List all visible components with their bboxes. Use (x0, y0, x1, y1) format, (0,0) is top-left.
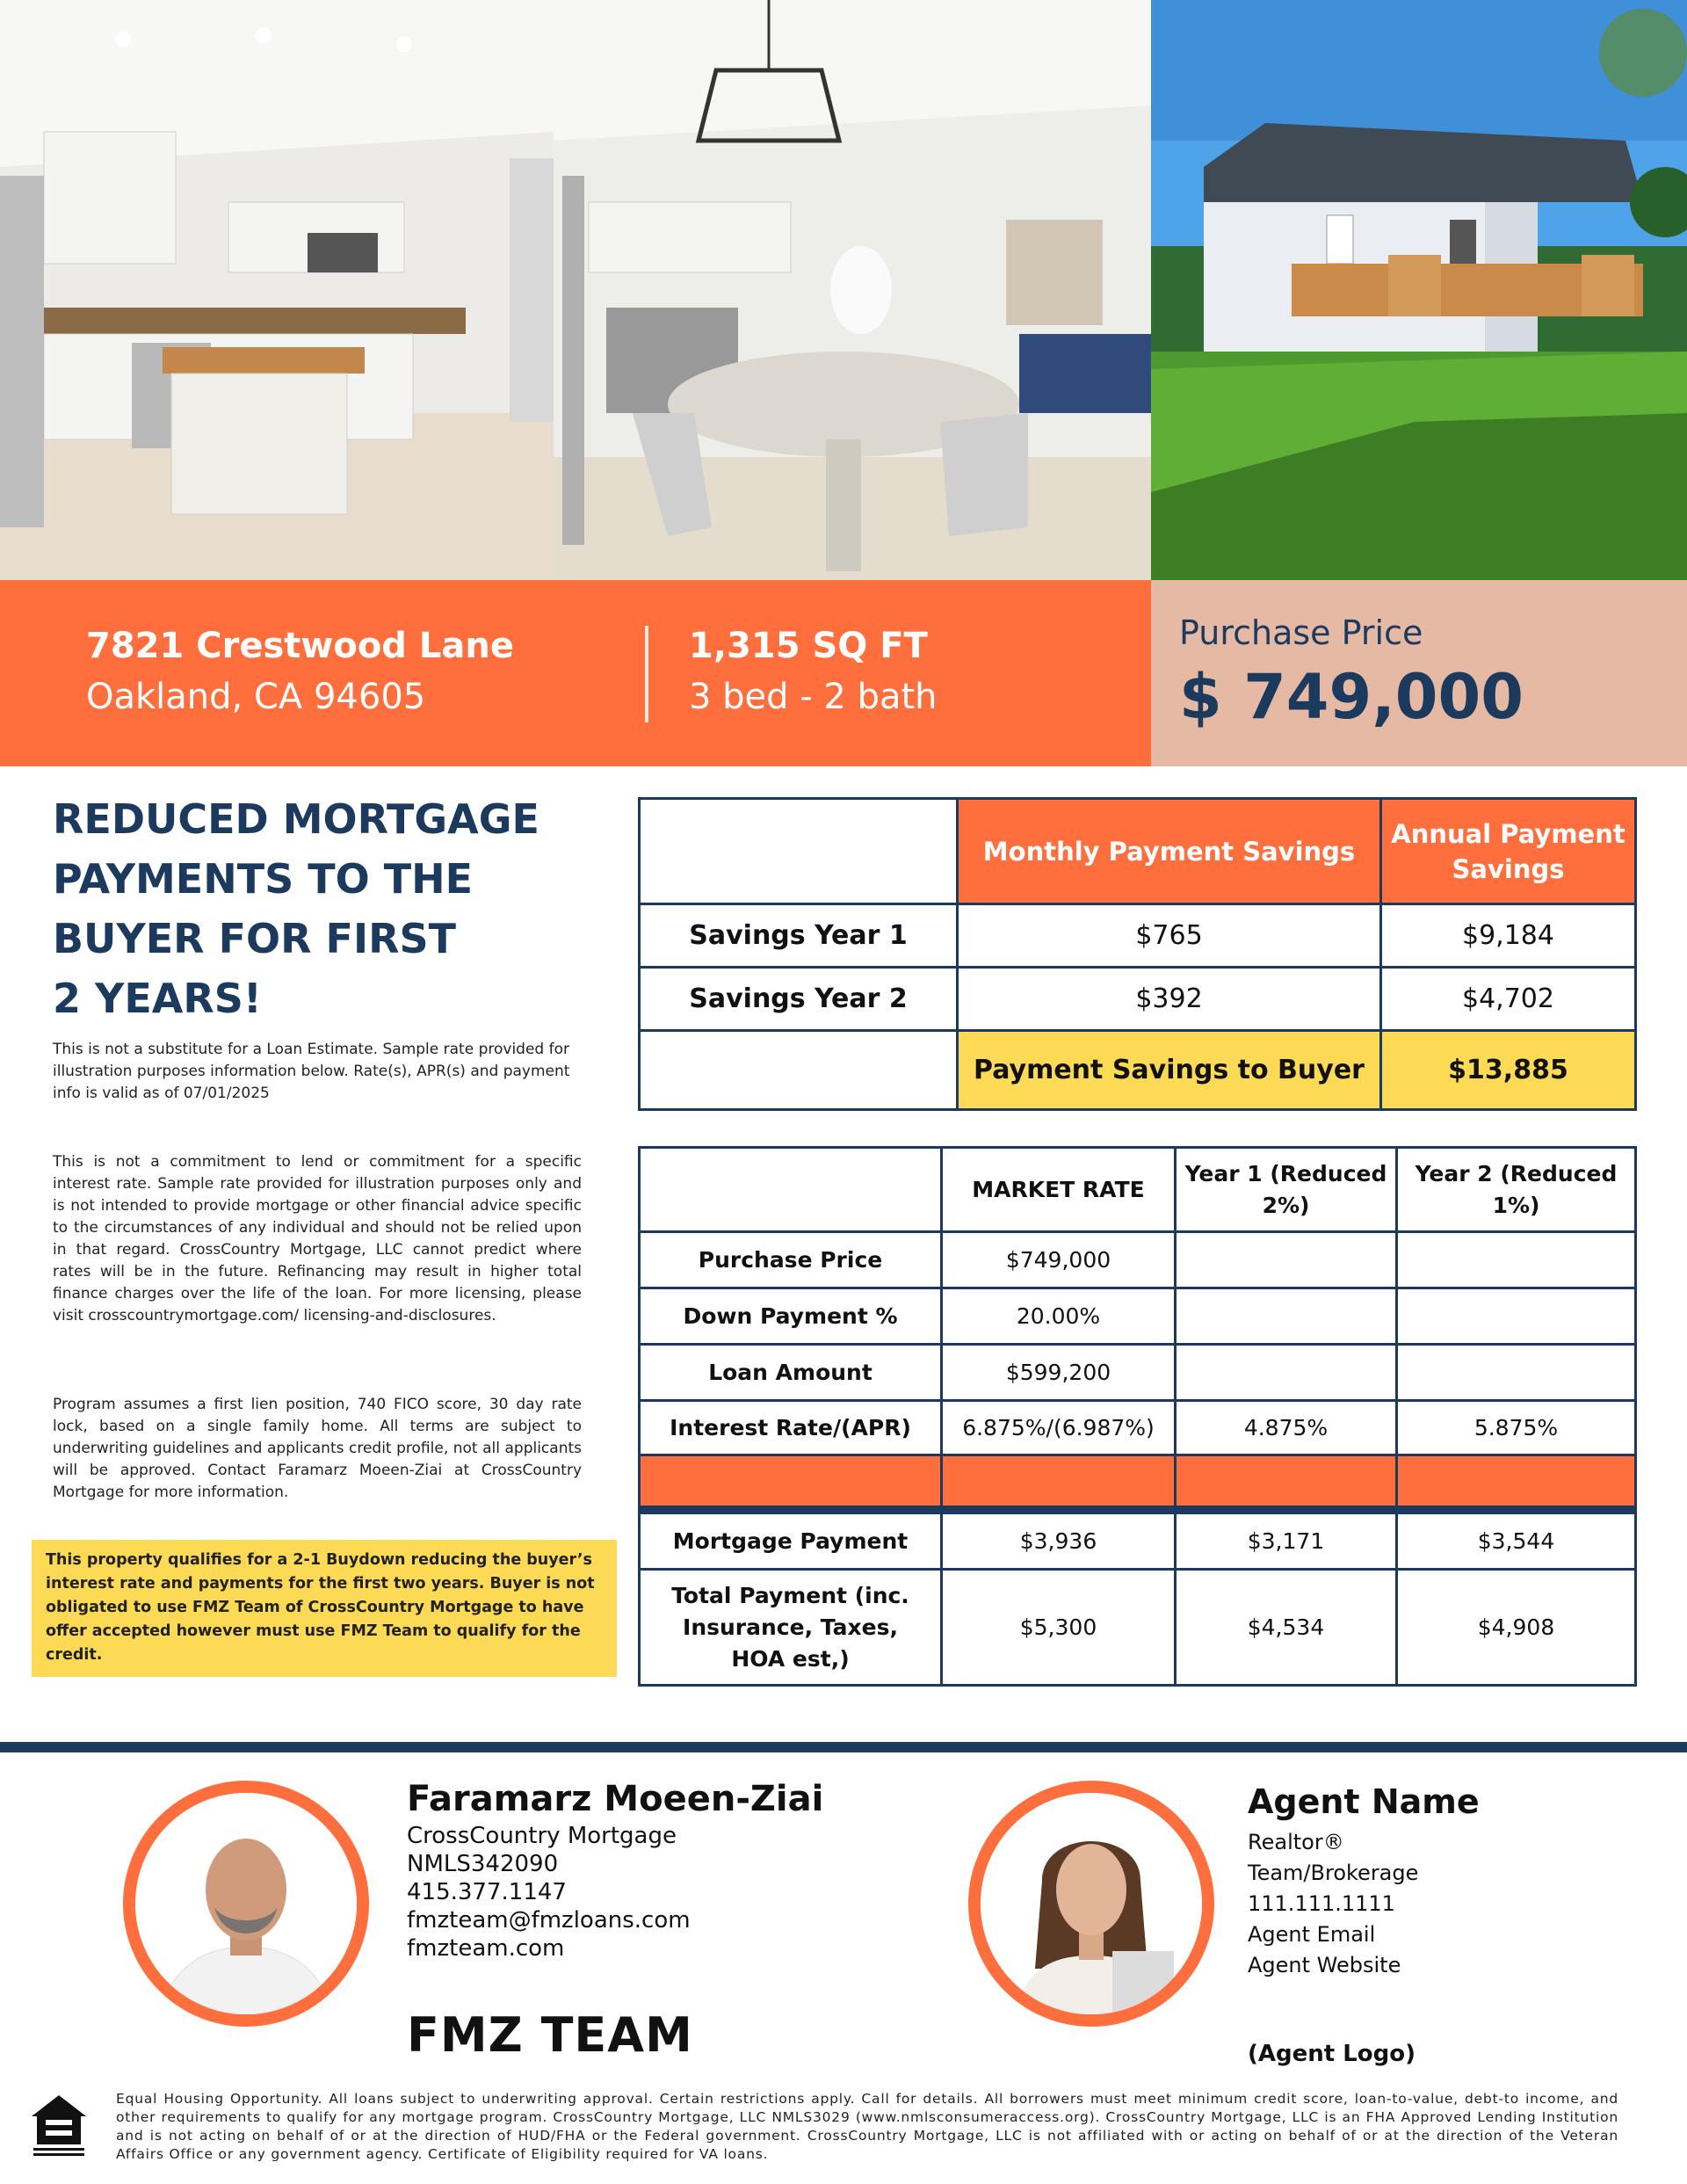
kitchen-photo (0, 0, 554, 580)
loan-officer-name: Faramarz Moeen-Ziai (407, 1779, 824, 1819)
agent-avatar (968, 1781, 1214, 2027)
property-street: 7821 Crestwood Lane (86, 626, 514, 666)
row-label: Interest Rate/(APR) (640, 1401, 942, 1455)
row-label: Total Payment (inc. Insurance, Taxes, HOA est,) (640, 1570, 942, 1686)
backyard-photo (1151, 0, 1687, 580)
buydown-callout: This property qualifies for a 2-1 Buydown reducing the buyer’s interest rate and payments for the first two years. Buyer is not obligated to use FMZ Team of CrossCountry Mortgage to have offer accepted however must use FMZ Team to qualify for the credit. (32, 1540, 617, 1677)
table-header-year2: Year 2 (Reduced 1%) (1397, 1148, 1636, 1232)
row-label: Savings Year 1 (640, 904, 958, 968)
property-beds-baths: 3 bed - 2 bath (689, 677, 938, 717)
table-header-market: MARKET RATE (942, 1148, 1176, 1232)
property-sqft: 1,315 SQ FT (689, 626, 928, 666)
table-row (640, 904, 1636, 968)
table-row (640, 1232, 1636, 1288)
monthly-savings-cell: $392 (958, 968, 1381, 1031)
table-header-monthly: Monthly Payment Savings (958, 799, 1381, 904)
year1-cell: $3,171 (1176, 1510, 1397, 1570)
footer-divider (0, 1742, 1687, 1752)
headline-line: BUYER FOR FIRST (53, 915, 457, 962)
agent-name: Agent Name (1248, 1782, 1480, 1821)
dining-photo (554, 0, 1151, 580)
table-total-row (640, 1031, 1636, 1110)
table-header-empty (640, 1148, 942, 1232)
market-cell: 6.875%/(6.987%) (942, 1401, 1176, 1455)
year2-cell: $3,544 (1397, 1510, 1636, 1570)
agent-email[interactable]: Agent Email (1248, 1922, 1376, 1947)
equal-housing-icon (30, 2093, 88, 2160)
table-row (640, 1345, 1636, 1401)
table-row (640, 1570, 1636, 1686)
market-cell: $599,200 (942, 1345, 1176, 1401)
agent-phone[interactable]: 111.111.1111 (1248, 1891, 1395, 1916)
year1-cell: $4,534 (1176, 1570, 1397, 1686)
rate-comparison-table (638, 1146, 1637, 1687)
table-header-annual: Annual Payment Savings (1381, 799, 1636, 904)
table-row (640, 968, 1636, 1031)
headline (53, 789, 597, 1028)
property-city: Oakland, CA 94605 (86, 677, 426, 717)
loan-officer-avatar (123, 1781, 369, 2027)
separator-cell (1397, 1455, 1636, 1510)
row-label: Savings Year 2 (640, 968, 958, 1031)
row-label: Down Payment % (640, 1288, 942, 1345)
table-header-year1: Year 1 (Reduced 2%) (1176, 1148, 1397, 1232)
monthly-savings-cell: $765 (958, 904, 1381, 968)
headline-line: PAYMENTS TO THE (53, 855, 474, 903)
year1-cell (1176, 1288, 1397, 1345)
market-cell: 20.00% (942, 1288, 1176, 1345)
savings-table (638, 797, 1637, 1111)
total-savings-value: $13,885 (1381, 1031, 1636, 1110)
loan-officer-phone[interactable]: 415.377.1147 (407, 1879, 567, 1905)
table-header-empty (640, 799, 958, 904)
year1-cell (1176, 1345, 1397, 1401)
disclaimer-loan-estimate: This is not a substitute for a Loan Estimate. Sample rate provided for illustration purposes information below. Rate(s), APR(s) and payment info is valid as of 07/01/2025 (53, 1041, 570, 1102)
headline-line: 2 YEARS! (53, 975, 262, 1022)
total-empty-cell (640, 1031, 958, 1110)
fmz-team-logo: FMZ TEAM (407, 2007, 693, 2063)
row-label: Loan Amount (640, 1345, 942, 1401)
loan-officer-website[interactable]: fmzteam.com (407, 1935, 565, 1962)
purchase-price-value: $ 749,000 (1179, 661, 1524, 733)
table-row (640, 1288, 1636, 1345)
photo-strip (0, 0, 1687, 580)
row-label: Purchase Price (640, 1232, 942, 1288)
purchase-price-label: Purchase Price (1179, 613, 1423, 652)
year2-cell (1397, 1232, 1636, 1288)
total-savings-label: Payment Savings to Buyer (958, 1031, 1381, 1110)
table-header-row (640, 799, 1636, 904)
table-row (640, 1401, 1636, 1455)
year2-cell (1397, 1345, 1636, 1401)
disclaimer-program: Program assumes a first lien position, 740 FICO score, 30 day rate lock, based on a single family home. All terms are subject to underwriting guidelines and applicants credit profile, not all applicants will be approved. Contact Faramarz Moeen-Ziai at CrossCountry Mortgage for more information. (53, 1396, 582, 1501)
year2-cell: 5.875% (1397, 1401, 1636, 1455)
annual-savings-cell: $4,702 (1381, 968, 1636, 1031)
legal-disclaimer: Equal Housing Opportunity. All loans subject to underwriting approval. Certain restrictions apply. Call for details. All borrowers must meet minimum credit score, loan-to-value, debt-to income, and other requirements to qualify for any mortgage program. CrossCountry Mortgage, LLC NMLS3029 (www.nmlsconsumeraccess.org). CrossCountry Mortgage, LLC is an FHA Approved Lending Institution and is not acting on behalf of or at the direction of HUD/FHA or the Federal government. CrossCountry Mortgage, LLC is not affiliated with or acting on behalf of or at the direction of the Veteran Affairs Office or any government agency. Certificate of Eligibility required for VA loans. (116, 2091, 1618, 2162)
loan-officer-nmls: NMLS342090 (407, 1851, 559, 1877)
market-cell: $3,936 (942, 1510, 1176, 1570)
year2-cell (1397, 1288, 1636, 1345)
headline-line: REDUCED MORTGAGE (53, 795, 539, 843)
separator-cell (1176, 1455, 1397, 1510)
agent-website[interactable]: Agent Website (1248, 1953, 1401, 1977)
table-header-row (640, 1148, 1636, 1232)
table-row (640, 1510, 1636, 1570)
market-cell: $749,000 (942, 1232, 1176, 1288)
annual-savings-cell: $9,184 (1381, 904, 1636, 968)
agent-logo-placeholder: (Agent Logo) (1248, 2041, 1416, 2067)
year2-cell: $4,908 (1397, 1570, 1636, 1686)
separator-cell (640, 1455, 942, 1510)
market-cell: $5,300 (942, 1570, 1176, 1686)
loan-officer-email[interactable]: fmzteam@fmzloans.com (407, 1907, 691, 1934)
agent-title: Realtor® (1248, 1830, 1344, 1854)
agent-brokerage: Team/Brokerage (1248, 1861, 1419, 1885)
disclaimer-commitment: This is not a commitment to lend or commitment for a specific interest rate. Sample rate provided for illustration purposes only and is not intended to provide mortgage or other financial advice specific to the circumstances of any individual and should not be relied upon in that regard. CrossCountry Mortgage, LLC cannot predict where rates will be in the future. Refinancing may result in higher total finance charges over the life of the loan. For more licensing, please visit crosscountrymortgage.com/ licensing-and-disclosures. (53, 1153, 582, 1324)
loan-officer-company: CrossCountry Mortgage (407, 1823, 677, 1849)
banner-divider (645, 626, 648, 722)
address-banner (0, 580, 1151, 766)
year1-cell (1176, 1232, 1397, 1288)
row-label: Mortgage Payment (640, 1510, 942, 1570)
table-separator-row (640, 1455, 1636, 1510)
separator-cell (942, 1455, 1176, 1510)
year1-cell: 4.875% (1176, 1401, 1397, 1455)
